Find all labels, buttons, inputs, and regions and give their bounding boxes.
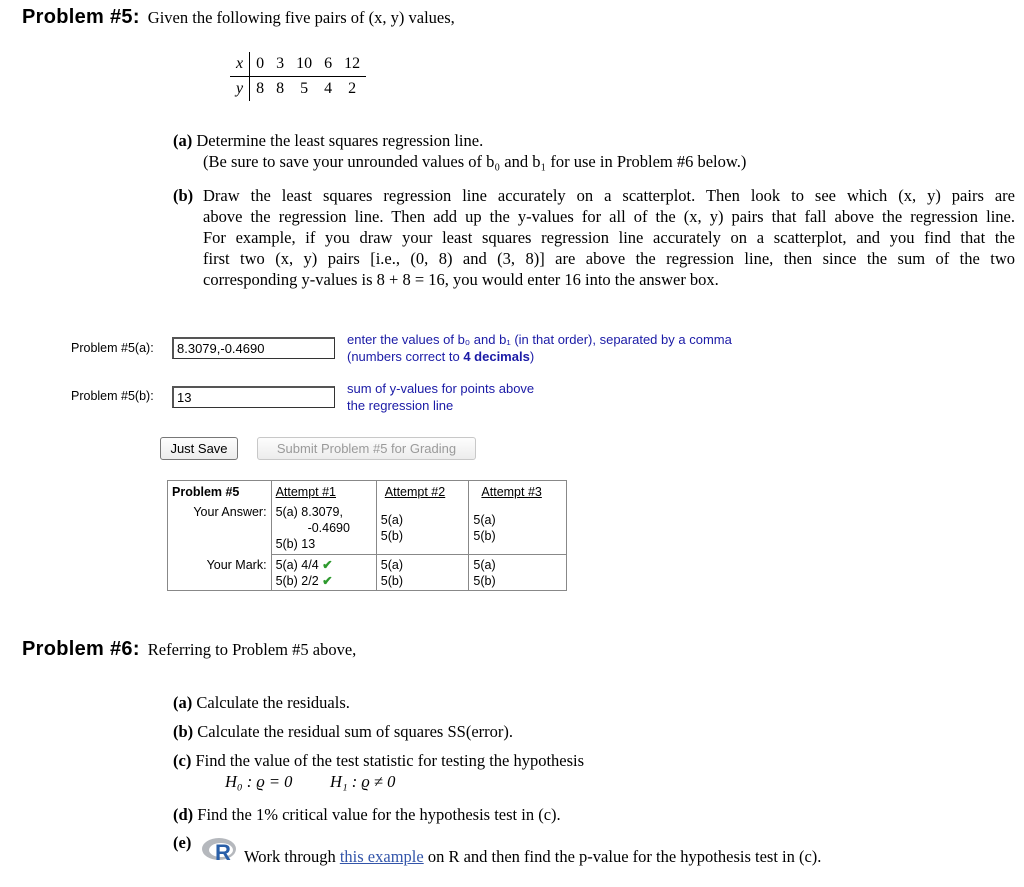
part-b-line2: above the regression line. Then add up the y-values for all of the (x, y) pairs that fall above the regression line. [203, 207, 1015, 226]
p6-part-d: (d) Find the 1% critical value for the hypothesis test in (c). [173, 805, 561, 824]
x-value: 0 [256, 55, 265, 72]
y-label: y [230, 77, 250, 102]
attempt-2-mark: 5(a) 5(b) [376, 555, 469, 592]
x-value: 3 [276, 55, 285, 72]
check-icon: ✔ [322, 574, 333, 588]
answer-b-hint-line1: sum of y-values for points above [347, 381, 535, 396]
problem6-header [22, 638, 356, 661]
attempt-1-link[interactable]: Attempt #1 [271, 481, 376, 502]
answer-b-hint [347, 380, 534, 414]
x-value: 10 [296, 55, 313, 72]
attempts-header: Problem #5 [168, 481, 271, 502]
y-value: 5 [300, 80, 309, 97]
p6-part-b: (b) Calculate the residual sum of squares SS(error). [173, 722, 513, 741]
part-b-label: (b) [173, 186, 194, 205]
hypothesis-h1: H₁ : ϱ ≠ 0 [330, 772, 396, 791]
y-value: 8 [256, 80, 265, 97]
problem5-intro: Given the following five pairs of (x, y) values, [147, 8, 455, 27]
xy-table [230, 52, 366, 101]
attempt-3-answer: 5(a) 5(b) [473, 513, 496, 543]
answer-a-input[interactable] [172, 337, 335, 359]
r-logo-icon [201, 836, 241, 864]
problem6-title: Problem #6: [22, 638, 140, 660]
part-b-line3: For example, if you draw your least squares regression line accurately on a scatterplot, and you find that the [203, 228, 1015, 247]
attempts-table [167, 480, 567, 591]
problem5-header [22, 6, 455, 29]
hypothesis-h0: H₀ : ϱ = 0 [225, 772, 293, 791]
part-b-line1: Draw the least squares regression line accurately on a scatterplot. Then look to see which (x, y) pairs are [203, 186, 1015, 205]
answer-b-label: Problem #5(b): [71, 389, 154, 403]
problem6-intro: Referring to Problem #5 above, [147, 640, 357, 659]
part-b-line5: corresponding y-values is 8 + 8 = 16, you would enter 16 into the answer box. [203, 270, 719, 289]
just-save-button[interactable]: Just Save [160, 437, 238, 460]
y-value: 4 [324, 80, 333, 97]
your-mark-label: Your Mark: [168, 555, 271, 592]
part-a-label: (a) [173, 131, 193, 150]
part-b [173, 185, 1015, 290]
x-value: 12 [344, 55, 361, 72]
this-example-link[interactable]: this example [339, 847, 424, 866]
your-answer-label: Your Answer: [168, 502, 271, 555]
part-a-text2: (Be sure to save your unrounded values of b₀ and b₁ for use in Problem #6 below.) [203, 152, 747, 171]
problem5-title: Problem #5: [22, 6, 140, 28]
check-icon: ✔ [322, 558, 333, 572]
part-b-line4: first two (x, y) pairs [i.e., (0, 8) and (3, 8)] are above the regression line, then since the sum of the two [203, 249, 1015, 268]
y-value: 2 [348, 80, 357, 97]
part-a-text1: Determine the least squares regression line. [196, 131, 484, 150]
attempt-2-link[interactable]: Attempt #2 [376, 481, 469, 502]
answer-a-hint [347, 331, 732, 365]
y-value: 8 [276, 80, 285, 97]
attempt-1-mark: 5(a) 4/4 ✔ 5(b) 2/2 ✔ [271, 555, 376, 592]
answer-a-label: Problem #5(a): [71, 341, 154, 355]
p6-part-e-label: (e) [173, 833, 192, 852]
attempt-3-link[interactable]: Attempt #3 [481, 485, 542, 499]
p6-part-a: (a) Calculate the residuals. [173, 693, 350, 712]
answer-b-input[interactable] [172, 386, 335, 408]
p6-part-c: (c) Find the value of the test statistic for testing the hypothesis [173, 751, 585, 770]
answer-a-hint-line2: (numbers correct to 4 decimals) [347, 349, 535, 364]
x-label: x [230, 52, 250, 77]
part-a [173, 130, 1013, 172]
answer-b-hint-line2: the regression line [347, 398, 454, 413]
attempt-2-answer: 5(a) 5(b) [376, 502, 469, 555]
p6-part-e: Work through this example on R and then find the p-value for the hypothesis test in (c). [244, 847, 822, 866]
submit-button[interactable]: Submit Problem #5 for Grading [257, 437, 476, 460]
x-value: 6 [324, 55, 333, 72]
attempt-3-mark: 5(a) 5(b) [469, 555, 566, 592]
answer-a-hint-line1: enter the values of b₀ and b₁ (in that order), separated by a comma [347, 332, 732, 347]
svg-text:R: R [215, 840, 231, 864]
attempt-1-answer: 5(a) 8.3079, -0.4690 5(b) 13 [271, 502, 376, 555]
